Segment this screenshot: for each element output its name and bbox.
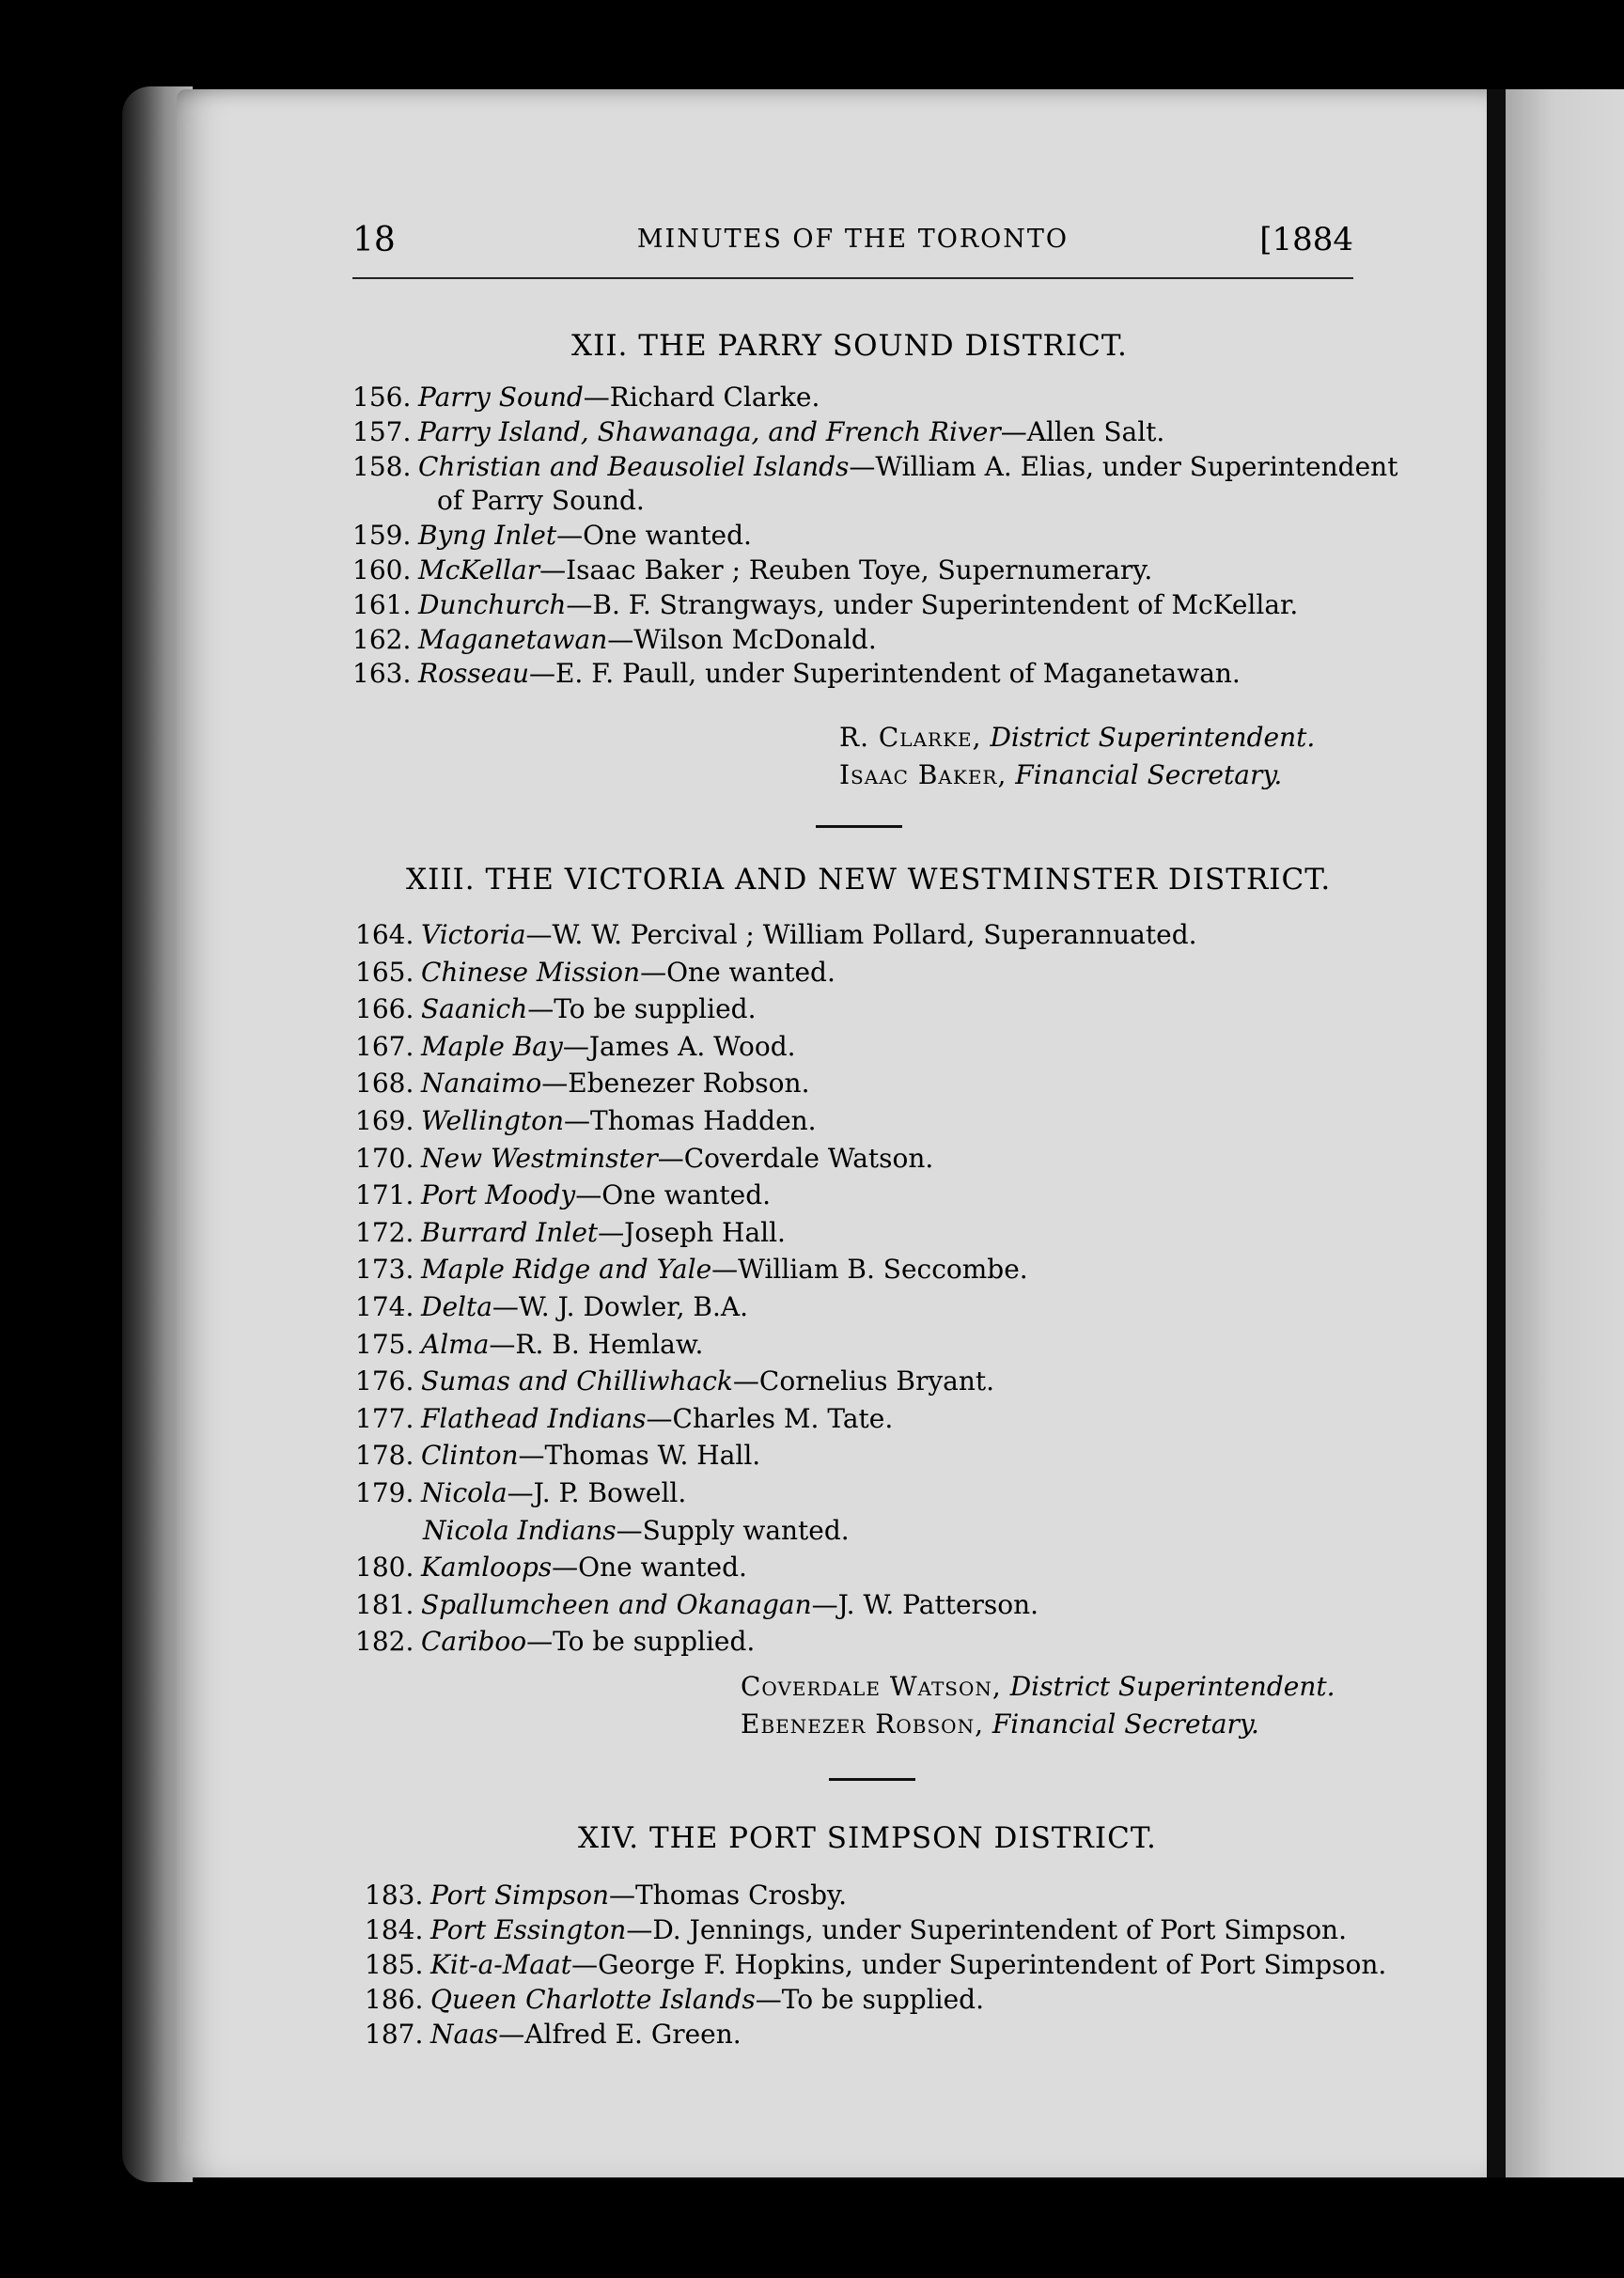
entry-number: 161.	[352, 588, 412, 620]
circuit-name: New Westminster	[421, 1142, 658, 1174]
entry-number: 183.	[365, 1880, 424, 1911]
circuit-name: Nicola	[421, 1477, 508, 1508]
signature-line	[741, 1671, 1335, 1702]
entry-number: 164.	[355, 919, 414, 950]
minister-assignment: —William A. Elias, under Superintendent	[849, 450, 1398, 482]
entry-number: 185.	[365, 1949, 424, 1980]
minister-assignment: —R. B. Hemlaw.	[489, 1328, 704, 1360]
entry-number: 184.	[365, 1914, 424, 1945]
minister-assignment: —One wanted.	[575, 1179, 772, 1211]
circuit-name: Port Moody	[421, 1179, 576, 1211]
entry-number: 177.	[355, 1402, 414, 1434]
appointment-entry	[352, 623, 877, 657]
minister-assignment: —D. Jennings, under Superintendent of Port Simpson.	[626, 1914, 1347, 1945]
minister-assignment: —George F. Hopkins, under Superintendent of Port Simpson.	[571, 1949, 1387, 1980]
appointment-entry	[355, 1104, 817, 1138]
entry-number: 172.	[355, 1216, 414, 1248]
minister-assignment: —One wanted.	[552, 1552, 747, 1584]
entry-number: 162.	[352, 623, 412, 655]
appointment-entry	[423, 1514, 850, 1548]
entry-number: 169.	[355, 1105, 414, 1136]
appointment-entry	[352, 657, 1241, 691]
section-divider	[816, 825, 902, 828]
minister-assignment: —To be supplied.	[527, 993, 757, 1025]
minister-assignment: —Wilson McDonald.	[607, 623, 877, 655]
entry-number: 181.	[355, 1588, 414, 1620]
entry-number: 175.	[355, 1328, 414, 1360]
appointment-entry	[355, 1588, 1038, 1622]
entry-number: 182.	[355, 1626, 414, 1658]
circuit-name: Maganetawan	[418, 623, 608, 655]
circuit-name: Wellington	[421, 1105, 565, 1136]
minister-assignment: —Joseph Hall.	[598, 1216, 786, 1248]
appointment-entry	[365, 1913, 1347, 1947]
entry-number: 168.	[355, 1068, 414, 1100]
entry-number: 186.	[365, 1984, 424, 2015]
circuit-name: Christian and Beausoliel Islands	[418, 450, 850, 482]
circuit-name: Kit-a-Maat	[430, 1949, 572, 1980]
entry-number: 187.	[365, 2019, 424, 2050]
minister-assignment: —W. W. Percival ; William Pollard, Superannuated.	[525, 919, 1197, 950]
minister-assignment: —B. F. Strangways, under Superintendent of McKellar.	[566, 588, 1299, 620]
circuit-name: Maple Ridge and Yale	[421, 1254, 712, 1286]
circuit-name: Parry Island, Shawanaga, and French River	[418, 415, 1001, 447]
entry-number: 170.	[355, 1142, 414, 1174]
appointment-entry	[355, 1030, 796, 1064]
circuit-name: Nanaimo	[421, 1068, 542, 1100]
entry-number: 179.	[355, 1477, 414, 1508]
appointment-entry	[365, 1879, 847, 1912]
signatory-name: Ebenezer Robson,	[741, 1708, 984, 1740]
section-divider	[829, 1778, 915, 1781]
appointment-entry	[355, 1365, 994, 1398]
appointment-entry	[365, 1983, 984, 2017]
circuit-name: Queen Charlotte Islands	[430, 1984, 756, 2015]
signatory-name: Coverdale Watson,	[741, 1671, 1002, 1702]
appointment-entry	[355, 1216, 786, 1250]
next-page-edge	[1506, 89, 1624, 2177]
entry-number: 163.	[352, 658, 412, 690]
appointment-entry	[352, 450, 1398, 484]
circuit-name: Port Simpson	[430, 1880, 609, 1911]
signature-line	[839, 722, 1315, 753]
circuit-name: Sumas and Chilliwhack	[421, 1365, 733, 1397]
minister-assignment: —One wanted.	[640, 956, 835, 988]
appointment-entry	[355, 1067, 809, 1100]
minister-assignment: —Supply wanted.	[616, 1514, 850, 1546]
minister-assignment: —Thomas Crosby.	[608, 1880, 848, 1911]
minister-assignment: —Charles M. Tate.	[646, 1402, 894, 1434]
page-header	[352, 221, 1353, 279]
circuit-name: Cariboo	[421, 1626, 527, 1658]
circuit-name: Saanich	[421, 993, 528, 1025]
minister-assignment: —Ebenezer Robson.	[541, 1068, 810, 1100]
circuit-name: Dunchurch	[418, 588, 567, 620]
appointment-entry	[355, 1476, 686, 1510]
appointment-entry	[355, 1625, 755, 1659]
circuit-name: Kamloops	[421, 1552, 553, 1584]
appointment-entry	[437, 484, 645, 518]
appointment-entry	[355, 956, 835, 990]
minister-assignment: —Allen Salt.	[1000, 415, 1165, 447]
circuit-name: Chinese Mission	[421, 956, 641, 988]
circuit-name: McKellar	[418, 554, 540, 585]
minister-assignment: —Thomas Hadden.	[564, 1105, 817, 1136]
entry-number: 158.	[352, 450, 412, 482]
signatory-name: R. Clarke,	[839, 722, 982, 753]
minister-assignment: —To be supplied.	[526, 1626, 756, 1658]
entry-number: 156.	[352, 382, 412, 413]
page-number: 18	[352, 221, 396, 259]
signatory-role: Financial Secretary.	[1015, 759, 1283, 790]
entry-number: 171.	[355, 1179, 414, 1211]
circuit-name: Parry Sound	[418, 382, 584, 413]
signatory-name: Isaac Baker,	[839, 759, 1007, 790]
minister-assignment: —J. P. Bowell.	[507, 1477, 687, 1508]
signatory-role: Financial Secretary.	[992, 1708, 1259, 1740]
appointment-entry	[355, 1178, 771, 1212]
minister-assignment: of Parry Sound.	[437, 485, 645, 517]
circuit-name: Naas	[430, 2019, 499, 2050]
circuit-name: Alma	[421, 1328, 490, 1360]
appointment-entry	[355, 992, 757, 1026]
minister-assignment: —One wanted.	[556, 520, 752, 552]
district-title: XIII. THE VICTORIA AND NEW WESTMINSTER DISTRICT.	[406, 863, 1332, 897]
signatory-role: District Superintendent.	[990, 722, 1316, 753]
signature-line	[839, 759, 1282, 790]
appointment-entry	[365, 1948, 1386, 1982]
entry-number: 166.	[355, 993, 414, 1025]
entry-number: 174.	[355, 1291, 414, 1322]
district-title: XIV. THE PORT SIMPSON DISTRICT.	[578, 1821, 1157, 1855]
appointment-entry	[355, 918, 1197, 952]
minister-assignment: —Cornelius Bryant.	[732, 1365, 995, 1397]
circuit-name: Clinton	[421, 1440, 519, 1472]
entry-number: 176.	[355, 1365, 414, 1397]
minister-assignment: —J. W. Patterson.	[811, 1588, 1039, 1620]
minister-assignment: —E. F. Paull, under Superintendent of Maganetawan.	[528, 658, 1241, 690]
minister-assignment: —Coverdale Watson.	[657, 1142, 934, 1174]
appointment-entry	[355, 1402, 893, 1436]
appointment-entry	[352, 554, 1152, 587]
minister-assignment: —Richard Clarke.	[583, 382, 820, 413]
circuit-name: Nicola Indians	[423, 1514, 617, 1546]
minister-assignment: —To be supplied.	[755, 1984, 985, 2015]
entry-number: 157.	[352, 415, 412, 447]
circuit-name: Burrard Inlet	[421, 1216, 599, 1248]
minister-assignment: —William B. Seccombe.	[711, 1254, 1028, 1286]
district-title: XII. THE PARRY SOUND DISTRICT.	[571, 329, 1128, 363]
entry-number: 160.	[352, 554, 412, 585]
entry-number: 180.	[355, 1552, 414, 1584]
appointment-entry	[365, 2018, 742, 2052]
appointment-entry	[352, 519, 752, 553]
minister-assignment: —Isaac Baker ; Reuben Toye, Supernumerary.	[539, 554, 1153, 585]
circuit-name: Flathead Indians	[421, 1402, 647, 1434]
appointment-entry	[355, 1290, 748, 1324]
circuit-name: Port Essington	[430, 1914, 627, 1945]
entry-number: 167.	[355, 1030, 414, 1062]
appointment-entry	[352, 415, 1164, 449]
minister-assignment: —Thomas W. Hall.	[518, 1440, 761, 1472]
circuit-name: Victoria	[421, 919, 526, 950]
appointment-entry	[355, 1439, 760, 1473]
circuit-name: Byng Inlet	[418, 520, 557, 552]
appointment-entry	[355, 1253, 1028, 1287]
circuit-name: Rosseau	[418, 658, 529, 690]
appointment-entry	[352, 381, 820, 414]
entry-number: 173.	[355, 1254, 414, 1286]
signatory-role: District Superintendent.	[1009, 1671, 1335, 1702]
appointment-entry	[355, 1328, 703, 1362]
minister-assignment: —James A. Wood.	[562, 1030, 796, 1062]
entry-number: 178.	[355, 1440, 414, 1472]
signature-line	[741, 1708, 1259, 1740]
circuit-name: Spallumcheen and Okanagan	[421, 1588, 812, 1620]
minister-assignment: —Alfred E. Green.	[498, 2019, 742, 2050]
entry-number: 165.	[355, 956, 414, 988]
year-label: [1884	[1259, 221, 1353, 258]
appointment-entry	[355, 1551, 747, 1584]
running-title: MINUTES OF THE TORONTO	[636, 225, 1070, 254]
circuit-name: Delta	[421, 1291, 492, 1322]
appointment-entry	[355, 1142, 933, 1176]
book-gutter	[1487, 89, 1506, 2177]
circuit-name: Maple Bay	[421, 1030, 563, 1062]
minister-assignment: —W. J. Dowler, B.A.	[492, 1291, 748, 1322]
appointment-entry	[352, 588, 1298, 622]
entry-number: 159.	[352, 520, 412, 552]
